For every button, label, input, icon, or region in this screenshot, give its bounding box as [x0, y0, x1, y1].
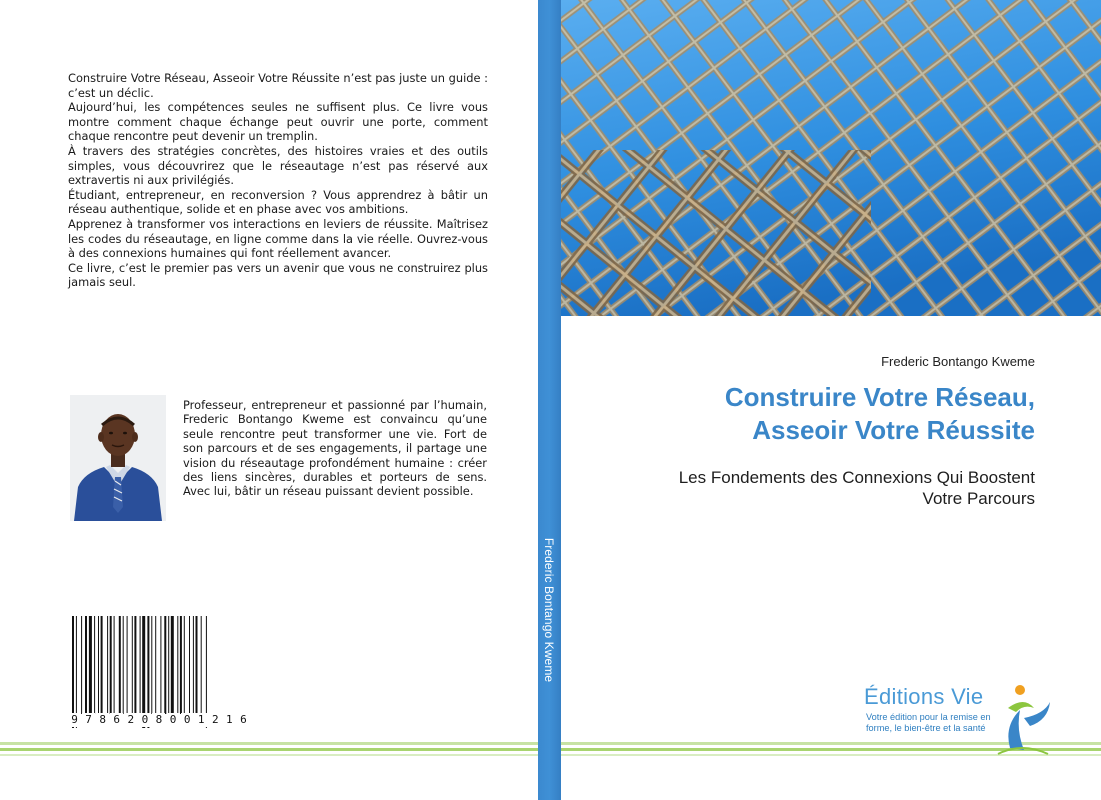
- book-subtitle: [595, 467, 1035, 509]
- spine-author: Frederic Bontango Kweme: [542, 537, 556, 683]
- isbn-digit: 7: [82, 713, 95, 727]
- blurb-paragraph: À travers des stratégies concrètes, des histoires vraies et des outils simples, vous découvrirez que le réseautage n’est pas réservé aux extravertis ni aux privilégiés.: [68, 143, 488, 188]
- isbn-digit: 0: [181, 713, 194, 727]
- isbn-digit: 2: [209, 713, 222, 727]
- barcode-bar: [119, 616, 121, 714]
- blurb-paragraph: Ce livre, c’est le premier pas vers un avenir que vous ne construirez plus jamais seul.: [68, 260, 488, 290]
- barcode-bar: [134, 616, 136, 714]
- barcode-bar: [98, 616, 99, 714]
- back-cover-blurb: [68, 71, 488, 290]
- isbn-digit: 0: [138, 713, 151, 727]
- barcode-bar: [193, 616, 194, 714]
- isbn-digit: 1: [223, 713, 236, 727]
- barcode-bar: [127, 616, 128, 714]
- barcode-bar: [72, 616, 74, 728]
- subtitle-line: Les Fondements des Connexions Qui Boostent: [678, 468, 1035, 487]
- front-author: Frederic Bontango Kweme: [881, 354, 1035, 369]
- barcode-bar: [168, 616, 169, 714]
- barcode-bar: [132, 616, 133, 714]
- title-line: Construire Votre Réseau,: [724, 382, 1035, 412]
- barcode-bar: [94, 616, 95, 714]
- title-line: Asseoir Votre Réussite: [752, 415, 1035, 445]
- author-photo: [70, 395, 166, 521]
- publisher-logo: [852, 678, 1052, 758]
- subtitle-line: Votre Parcours: [922, 489, 1035, 508]
- publisher-name: Éditions Vie: [864, 684, 984, 709]
- barcode-bar: [85, 616, 87, 714]
- isbn-digit: 8: [152, 713, 165, 727]
- barcode-bar: [180, 616, 182, 714]
- barcode-bar: [160, 616, 161, 714]
- blurb-paragraph: Étudiant, entrepreneur, en reconversion ? Vous apprendrez à bâtir un réseau authentique, solide et en phase avec vos ambitions.: [68, 187, 488, 217]
- barcode-bar: [76, 616, 77, 728]
- barcode-bar: [164, 616, 166, 714]
- barcode-bar: [177, 616, 178, 714]
- tagline-line: Votre édition pour la remise en: [866, 712, 991, 722]
- barcode-bar: [151, 616, 152, 714]
- barcode-bar: [155, 616, 156, 714]
- tagline-line: forme, le bien-être et la santé: [866, 723, 986, 733]
- barcode-bar: [101, 616, 103, 714]
- book-title: [615, 381, 1035, 447]
- cover-photo-chain-fence: [561, 0, 1101, 316]
- barcode-bar: [89, 616, 92, 714]
- blurb-paragraph: Aujourd’hui, les compétences seules ne suffisent plus. Ce livre vous montre comment chaque échange peut ouvrir une porte, comment chaque rencontre peut devenir un tremplin.: [68, 100, 488, 144]
- isbn-digit: 6: [237, 713, 250, 727]
- barcode-bar: [114, 616, 115, 714]
- barcode-bar: [123, 616, 124, 714]
- isbn-digit: 2: [124, 713, 137, 727]
- barcode-bar: [189, 616, 190, 714]
- barcode-bar: [201, 616, 202, 714]
- author-bio: Professeur, entrepreneur et passionné par l’humain, Frederic Bontango Kweme est convaincu qu’une seule rencontre peut transformer une vie. Fort de son parcours et de ses engagements, il partage une vision du réseautage profondément humaine : créer des liens sincères, durables et porteurs de sens. Avec lui, bâtir un réseau puissant devient possible.: [183, 398, 487, 499]
- barcode-bar: [171, 616, 174, 714]
- barcode-bar: [142, 616, 145, 728]
- blurb-paragraph: Construire Votre Réseau, Asseoir Votre Réussite n’est pas juste un guide : c’est un déclic.: [68, 71, 488, 100]
- publisher-figure-icon: [994, 678, 1052, 758]
- blurb-paragraph: Apprenez à transformer vos interactions en leviers de réussite. Maîtrisez les codes du réseautage, en ligne comme dans la vie réelle. Ouvrez-vous à des connexions humaines qui font réellement avancer.: [68, 216, 488, 261]
- barcode-bar: [196, 616, 198, 714]
- isbn-number: [68, 713, 250, 727]
- isbn-digit: 6: [110, 713, 123, 727]
- barcode-bar: [140, 616, 141, 714]
- barcode-bar: [206, 616, 207, 728]
- isbn-digit: 1: [195, 713, 208, 727]
- barcode-bar: [81, 616, 82, 714]
- isbn-digit: 8: [96, 713, 109, 727]
- barcode-bar: [110, 616, 112, 714]
- barcode-bar: [184, 616, 185, 714]
- barcode-bar: [107, 616, 108, 714]
- isbn-digit: 0: [167, 713, 180, 727]
- isbn-digit: 9: [68, 713, 81, 727]
- barcode-bar: [147, 616, 149, 728]
